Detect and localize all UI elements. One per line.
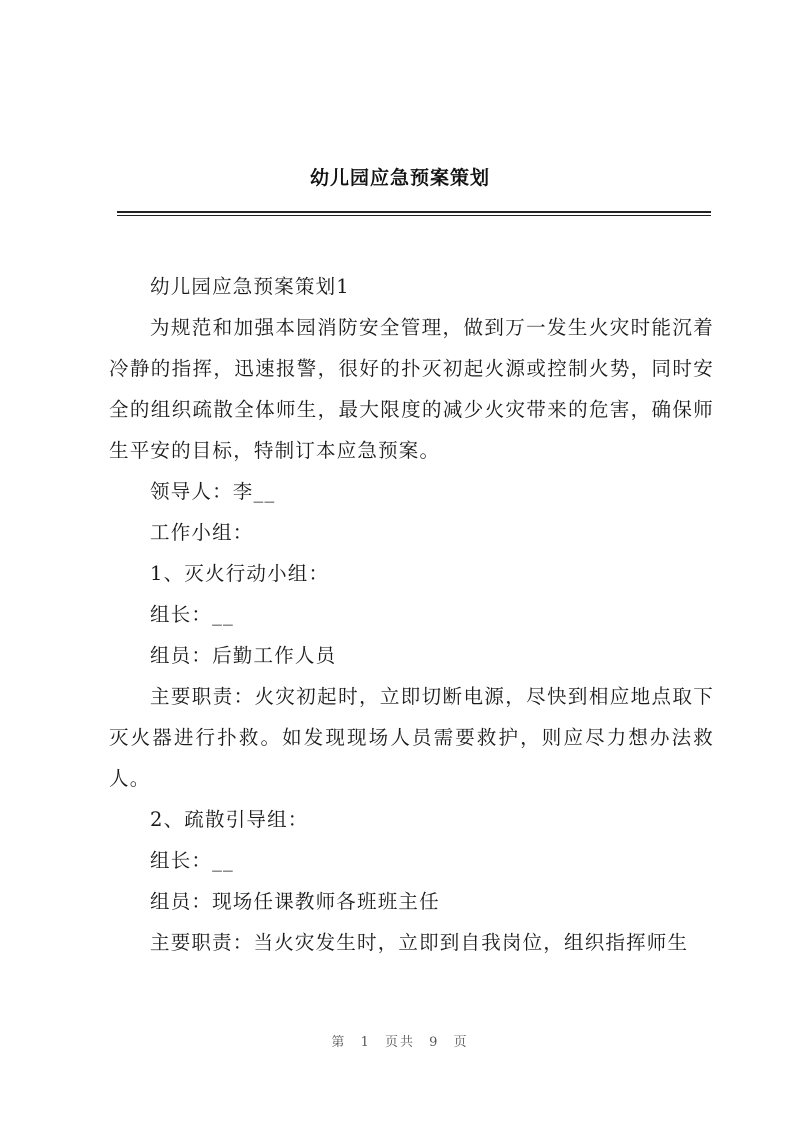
group-1-members: 组员：后勤工作人员: [150, 644, 337, 667]
footer-page-number: 1: [360, 1035, 371, 1050]
footer-suffix: 页: [453, 1035, 469, 1050]
leader-line: 领导人：李__: [150, 480, 276, 503]
page-footer: [0, 1031, 800, 1050]
footer-prefix: 第: [331, 1035, 347, 1050]
group-1-heading: 1、灭火行动小组：: [150, 562, 330, 585]
group-2-members: 组员：现场任课教师各班班主任: [150, 890, 440, 913]
footer-middle: 页共: [384, 1035, 415, 1050]
working-group-label: 工作小组：: [150, 521, 254, 544]
section-heading: 幼儿园应急预案策划1: [150, 275, 350, 298]
group-2-duties: 主要职责：当火灾发生时，立即到自我岗位，组织指挥师生: [150, 931, 689, 954]
group-2-leader: 组长：__: [150, 849, 235, 872]
group-2-heading: 2、疏散引导组：: [150, 808, 309, 831]
intro-paragraph: 为规范和加强本园消防安全管理，做到万一发生火灾时能沉着冷静的指挥，迅速报警，很好的扑灭初起火源或控制火势，同时安全的组织疏散全体师生，最大限度的减少火灾带来的危害，确保师生平安的目标，特制订本应急预案。: [109, 316, 714, 462]
footer-total-pages: 9: [429, 1035, 440, 1050]
title-divider: [117, 211, 711, 213]
group-1-duties: 主要职责：火灾初起时，立即切断电源，尽快到相应地点取下灭火器进行扑救。如发现现场人员需要救护，则应尽力想办法救人。: [109, 685, 714, 790]
group-1-leader: 组长：__: [150, 603, 235, 626]
document-body: [109, 266, 714, 963]
document-title: 幼儿园应急预案策划: [309, 167, 490, 189]
